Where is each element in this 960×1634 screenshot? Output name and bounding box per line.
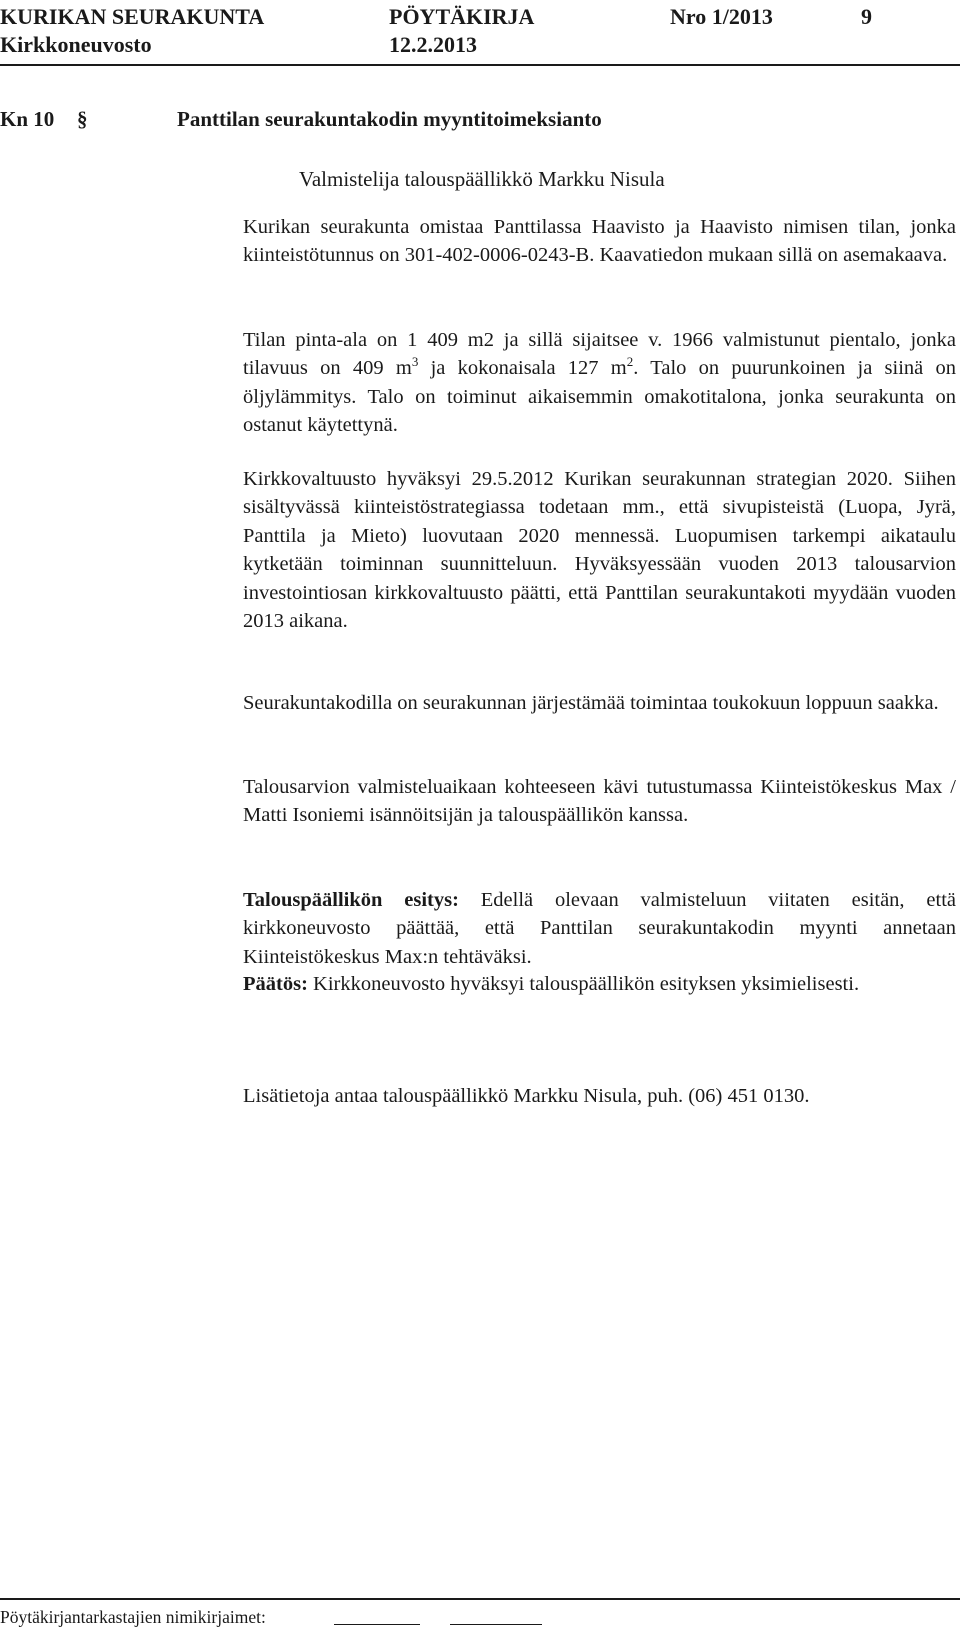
preparer-line: Valmistelija talouspäällikkö Markku Nisula xyxy=(299,167,665,191)
decision-text: Kirkkoneuvosto hyväksyi talouspäällikön esityksen yksimielisesti. xyxy=(307,973,860,995)
signatures-label: Pöytäkirjantarkastajien nimikirjaimet: xyxy=(0,1607,266,1627)
section-symbol: § xyxy=(77,107,88,131)
signature-line-2 xyxy=(450,1624,542,1625)
paragraph-building-text-1: Tilan pinta-ala on 1 409 m2 ja sillä sijaitsee v. 1966 valmistunut pientalo, jonka tilavuus on 409 m xyxy=(243,329,956,380)
meeting-body: Kirkkoneuvosto xyxy=(0,32,152,57)
paragraph-activities: Seurakuntakodilla on seurakunnan järjestämää toimintaa toukokuun loppuun saakka. xyxy=(243,692,939,714)
signature-line-1 xyxy=(334,1624,420,1625)
paragraph-building-text-2: ja kokonaisala 127 m xyxy=(418,357,627,380)
section-title: Panttilan seurakuntakodin myyntitoimeksianto xyxy=(177,107,602,131)
proposal-text: Edellä olevaan valmisteluun viitaten esitän, että kirkkoneuvosto päättää, että Panttilan seurakuntakodin myynti annetaan Kiinteistökeskus Max:n tehtäväksi. xyxy=(243,889,956,968)
meeting-date: 12.2.2013 xyxy=(389,32,477,57)
paragraph-visit: Talousarvion valmisteluaikaan kohteeseen kävi tutustumassa Kiinteistökeskus Max / Matti Isoniemi isännöitsijän ja talouspäällikön kanssa. xyxy=(243,776,956,827)
paragraph-decision xyxy=(243,970,956,998)
protocol-number: Nro 1/2013 xyxy=(670,4,773,29)
paragraph-proposal xyxy=(243,886,956,971)
document-type: PÖYTÄKIRJA xyxy=(389,4,535,29)
page-number: 9 xyxy=(861,4,872,29)
superscript-square: 2 xyxy=(626,354,634,370)
footer-divider xyxy=(0,1598,960,1600)
header-divider xyxy=(0,64,960,66)
organization-name: KURIKAN SEURAKUNTA xyxy=(0,4,265,29)
section-code: Kn 10 xyxy=(0,107,55,131)
paragraph-building-text-3: . Talo on puurunkoinen ja siinä on öljylämmitys. Talo on toiminut aikaisemmin omakotitalona, jonka seurakunta on ostanut käytettynä. xyxy=(243,357,957,437)
paragraph-property: Kurikan seurakunta omistaa Panttilassa Haavisto ja Haavisto nimisen tilan, jonka kiinteistötunnus on 301-402-0006-0243-B. Kaavatiedon mukaan sillä on asemakaava. xyxy=(243,216,956,267)
paragraph-strategy: Kirkkovaltuusto hyväksyi 29.5.2012 Kurikan seurakunnan strategian 2020. Siihen sisältyvässä kiinteistöstrategiassa todetaan mm., että sivupisteistä (Luopa, Jyrä, Panttila ja Mieto) luovutaan 2020 mennessä. Luopumisen tarkempi aikataulu kytketään toiminnan suunnitteluun. Hyväksyessään vuoden 2013 talousarvion investointiosan kirkkovaltuusto päätti, että Panttilan seurakuntakoti myydään vuoden 2013 aikana. xyxy=(243,468,956,633)
proposal-label: Talouspäällikön esitys: xyxy=(243,889,459,911)
superscript-cubic: 3 xyxy=(411,354,419,370)
paragraph-building xyxy=(243,326,956,440)
decision-label: Päätös: xyxy=(243,973,308,995)
paragraph-contact: Lisätietoja antaa talouspäällikkö Markku Nisula, puh. (06) 451 0130. xyxy=(243,1085,810,1107)
